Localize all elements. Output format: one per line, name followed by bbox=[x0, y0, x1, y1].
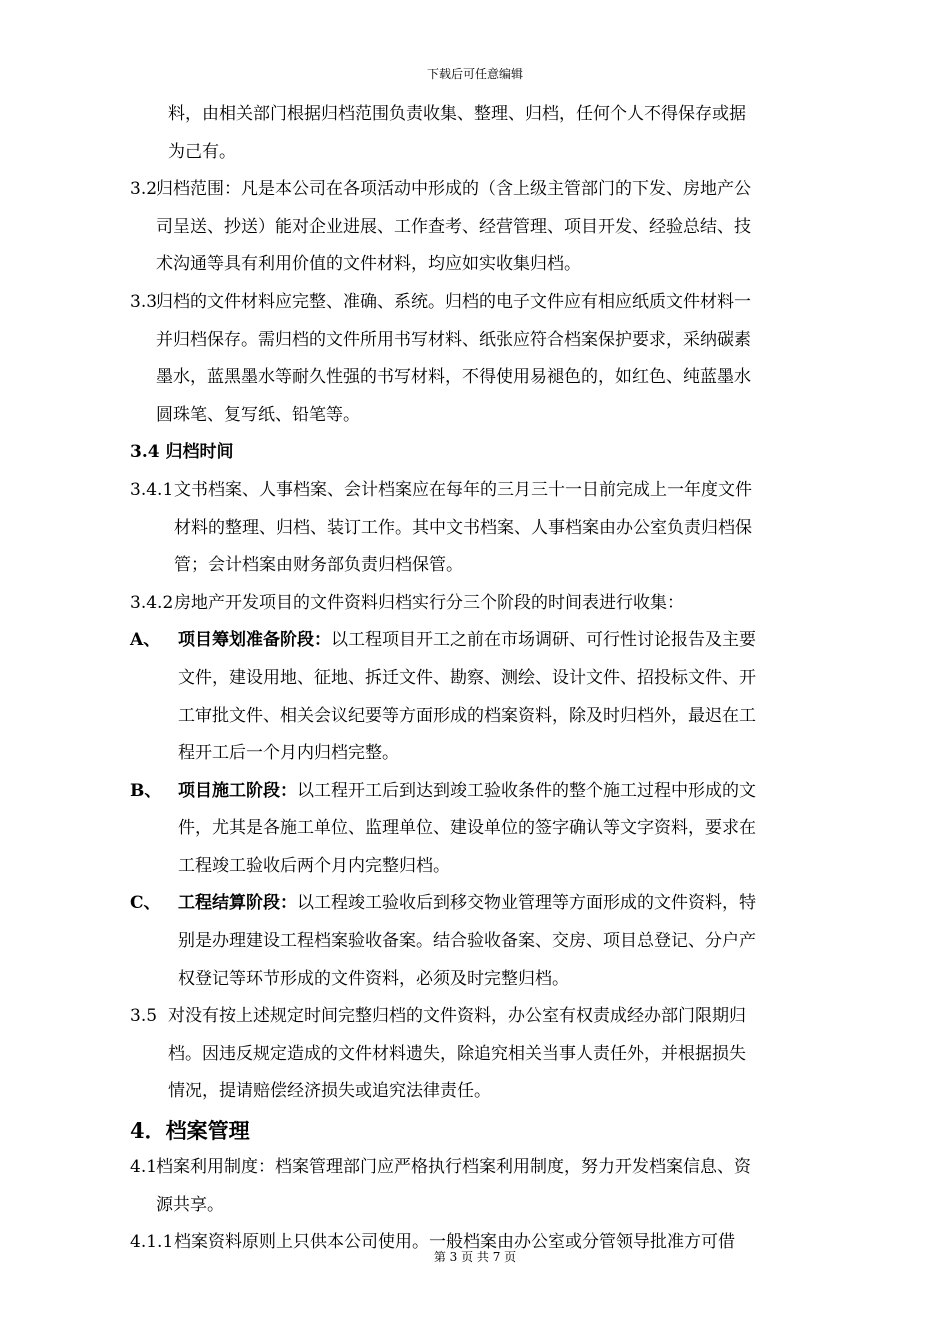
text-line: 档案资料原则上只供本公司使用。一般档案由办公室或分管领导批准方可借 bbox=[174, 1232, 735, 1253]
text-line: 别是办理建设工程档案验收备案。结合验收备案、交房、项目总登记、分户产 bbox=[178, 931, 756, 952]
list-item-c bbox=[130, 885, 834, 998]
text-line: 圆珠笔、复写纸、铅笔等。 bbox=[156, 404, 360, 425]
text-line: 对没有按上述规定时间完整归档的文件资料，办公室有权责成经办部门限期归 bbox=[168, 1006, 746, 1027]
text-line: 源共享。 bbox=[156, 1194, 224, 1215]
list-marker: B、 bbox=[130, 780, 162, 801]
list-marker: C、 bbox=[130, 893, 161, 914]
page-header: 下载后可任意编辑 bbox=[426, 67, 523, 81]
text-line: 并归档保存。需归档的文件所用书写材料、纸张应符合档案保护要求，采纳碳素 bbox=[156, 329, 751, 350]
text-line: 为己有。 bbox=[168, 141, 236, 162]
text-line: 房地产开发项目的文件资料归档实行分三个阶段的时间表进行收集： bbox=[174, 592, 684, 613]
paragraph-number: 3.5 bbox=[130, 1006, 158, 1027]
text-line: 文书档案、人事档案、会计档案应在每年的三月三十一日前完成上一年度文件 bbox=[174, 479, 752, 500]
paragraph-3-4-2 bbox=[130, 585, 834, 623]
text-line: 料，由相关部门根据归档范围负责收集、整理、归档，任何个人不得保存或据 bbox=[168, 104, 746, 124]
document-body bbox=[130, 96, 834, 1262]
subheading-3-4: 3.4 归档时间 bbox=[130, 442, 234, 463]
text-line: 材料的整理、归档、装订工作。其中文书档案、人事档案由办公室负责归档保 bbox=[174, 517, 752, 538]
paragraph-3-4-1 bbox=[130, 472, 834, 585]
paragraph-number: 3.4.1 bbox=[130, 479, 174, 500]
page-footer: 第 3 页 共 7 页 bbox=[433, 1250, 517, 1264]
list-marker: A、 bbox=[130, 630, 161, 651]
text-line: 以工程项目开工之前在市场调研、可行性讨论报告及主要 bbox=[331, 630, 756, 651]
list-item-a bbox=[130, 622, 834, 772]
paragraph-number: 3.2 bbox=[130, 179, 158, 200]
paragraph-3-3 bbox=[130, 284, 834, 434]
text-line: 程开工后一个月内归档完整。 bbox=[178, 743, 399, 764]
paragraph-4-1 bbox=[130, 1149, 834, 1224]
text-line: 件，尤其是各施工单位、监理单位、建设单位的签字确认等文字资料，要求在 bbox=[178, 818, 756, 839]
text-line: 以工程开工后到达到竣工验收条件的整个施工过程中形成的文 bbox=[297, 780, 756, 801]
section-heading-4: 4．档案管理 bbox=[130, 1118, 250, 1144]
text-line: 司呈送、抄送）能对企业进展、工作查考、经营管理、项目开发、经验总结、技 bbox=[156, 216, 751, 237]
text-line: 文件，建设用地、征地、拆迁文件、勘察、测绘、设计文件、招投标文件、开 bbox=[178, 667, 756, 688]
text-line: 墨水，蓝黑墨水等耐久性强的书写材料，不得使用易褪色的，如红色、纯蓝墨水 bbox=[156, 367, 751, 388]
text-line: 归档范围：凡是本公司在各项活动中形成的（含上级主管部门的下发、房地产公 bbox=[156, 179, 751, 200]
text-line: 情况，提请赔偿经济损失或追究法律责任。 bbox=[168, 1081, 491, 1102]
paragraph-number: 4.1.1 bbox=[130, 1232, 174, 1253]
text-line: 管；会计档案由财务部负责归档保管。 bbox=[174, 555, 463, 576]
text-line: 以工程竣工验收后到移交物业管理等方面形成的文件资料，特 bbox=[297, 893, 756, 914]
list-item-title: 项目施工阶段： bbox=[178, 780, 297, 801]
paragraph-number: 3.4.2 bbox=[130, 592, 174, 613]
text-line: 归档的文件材料应完整、准确、系统。归档的电子文件应有相应纸质文件材料一 bbox=[156, 291, 751, 312]
list-item-b bbox=[130, 773, 834, 886]
text-line: 权登记等环节形成的文件资料，必须及时完整归档。 bbox=[178, 968, 569, 989]
text-line: 工审批文件、相关会议纪要等方面形成的档案资料，除及时归档外，最迟在工 bbox=[178, 705, 756, 726]
paragraph-3-5 bbox=[130, 998, 834, 1111]
text-line: 术沟通等具有利用价值的文件材料，均应如实收集归档。 bbox=[156, 254, 581, 275]
paragraph-continuation bbox=[130, 96, 834, 171]
paragraph-number: 3.3 bbox=[130, 291, 158, 312]
paragraph-3-2 bbox=[130, 171, 834, 284]
list-item-title: 工程结算阶段： bbox=[178, 893, 297, 914]
text-line: 档。因违反规定造成的文件材料遗失，除追究相关当事人责任外，并根据损失 bbox=[168, 1043, 746, 1064]
text-line: 档案利用制度：档案管理部门应严格执行档案利用制度，努力开发档案信息、资 bbox=[156, 1157, 751, 1178]
text-line: 工程竣工验收后两个月内完整归档。 bbox=[178, 855, 450, 876]
paragraph-number: 4.1 bbox=[130, 1157, 158, 1178]
list-item-title: 项目筹划准备阶段： bbox=[178, 630, 331, 651]
